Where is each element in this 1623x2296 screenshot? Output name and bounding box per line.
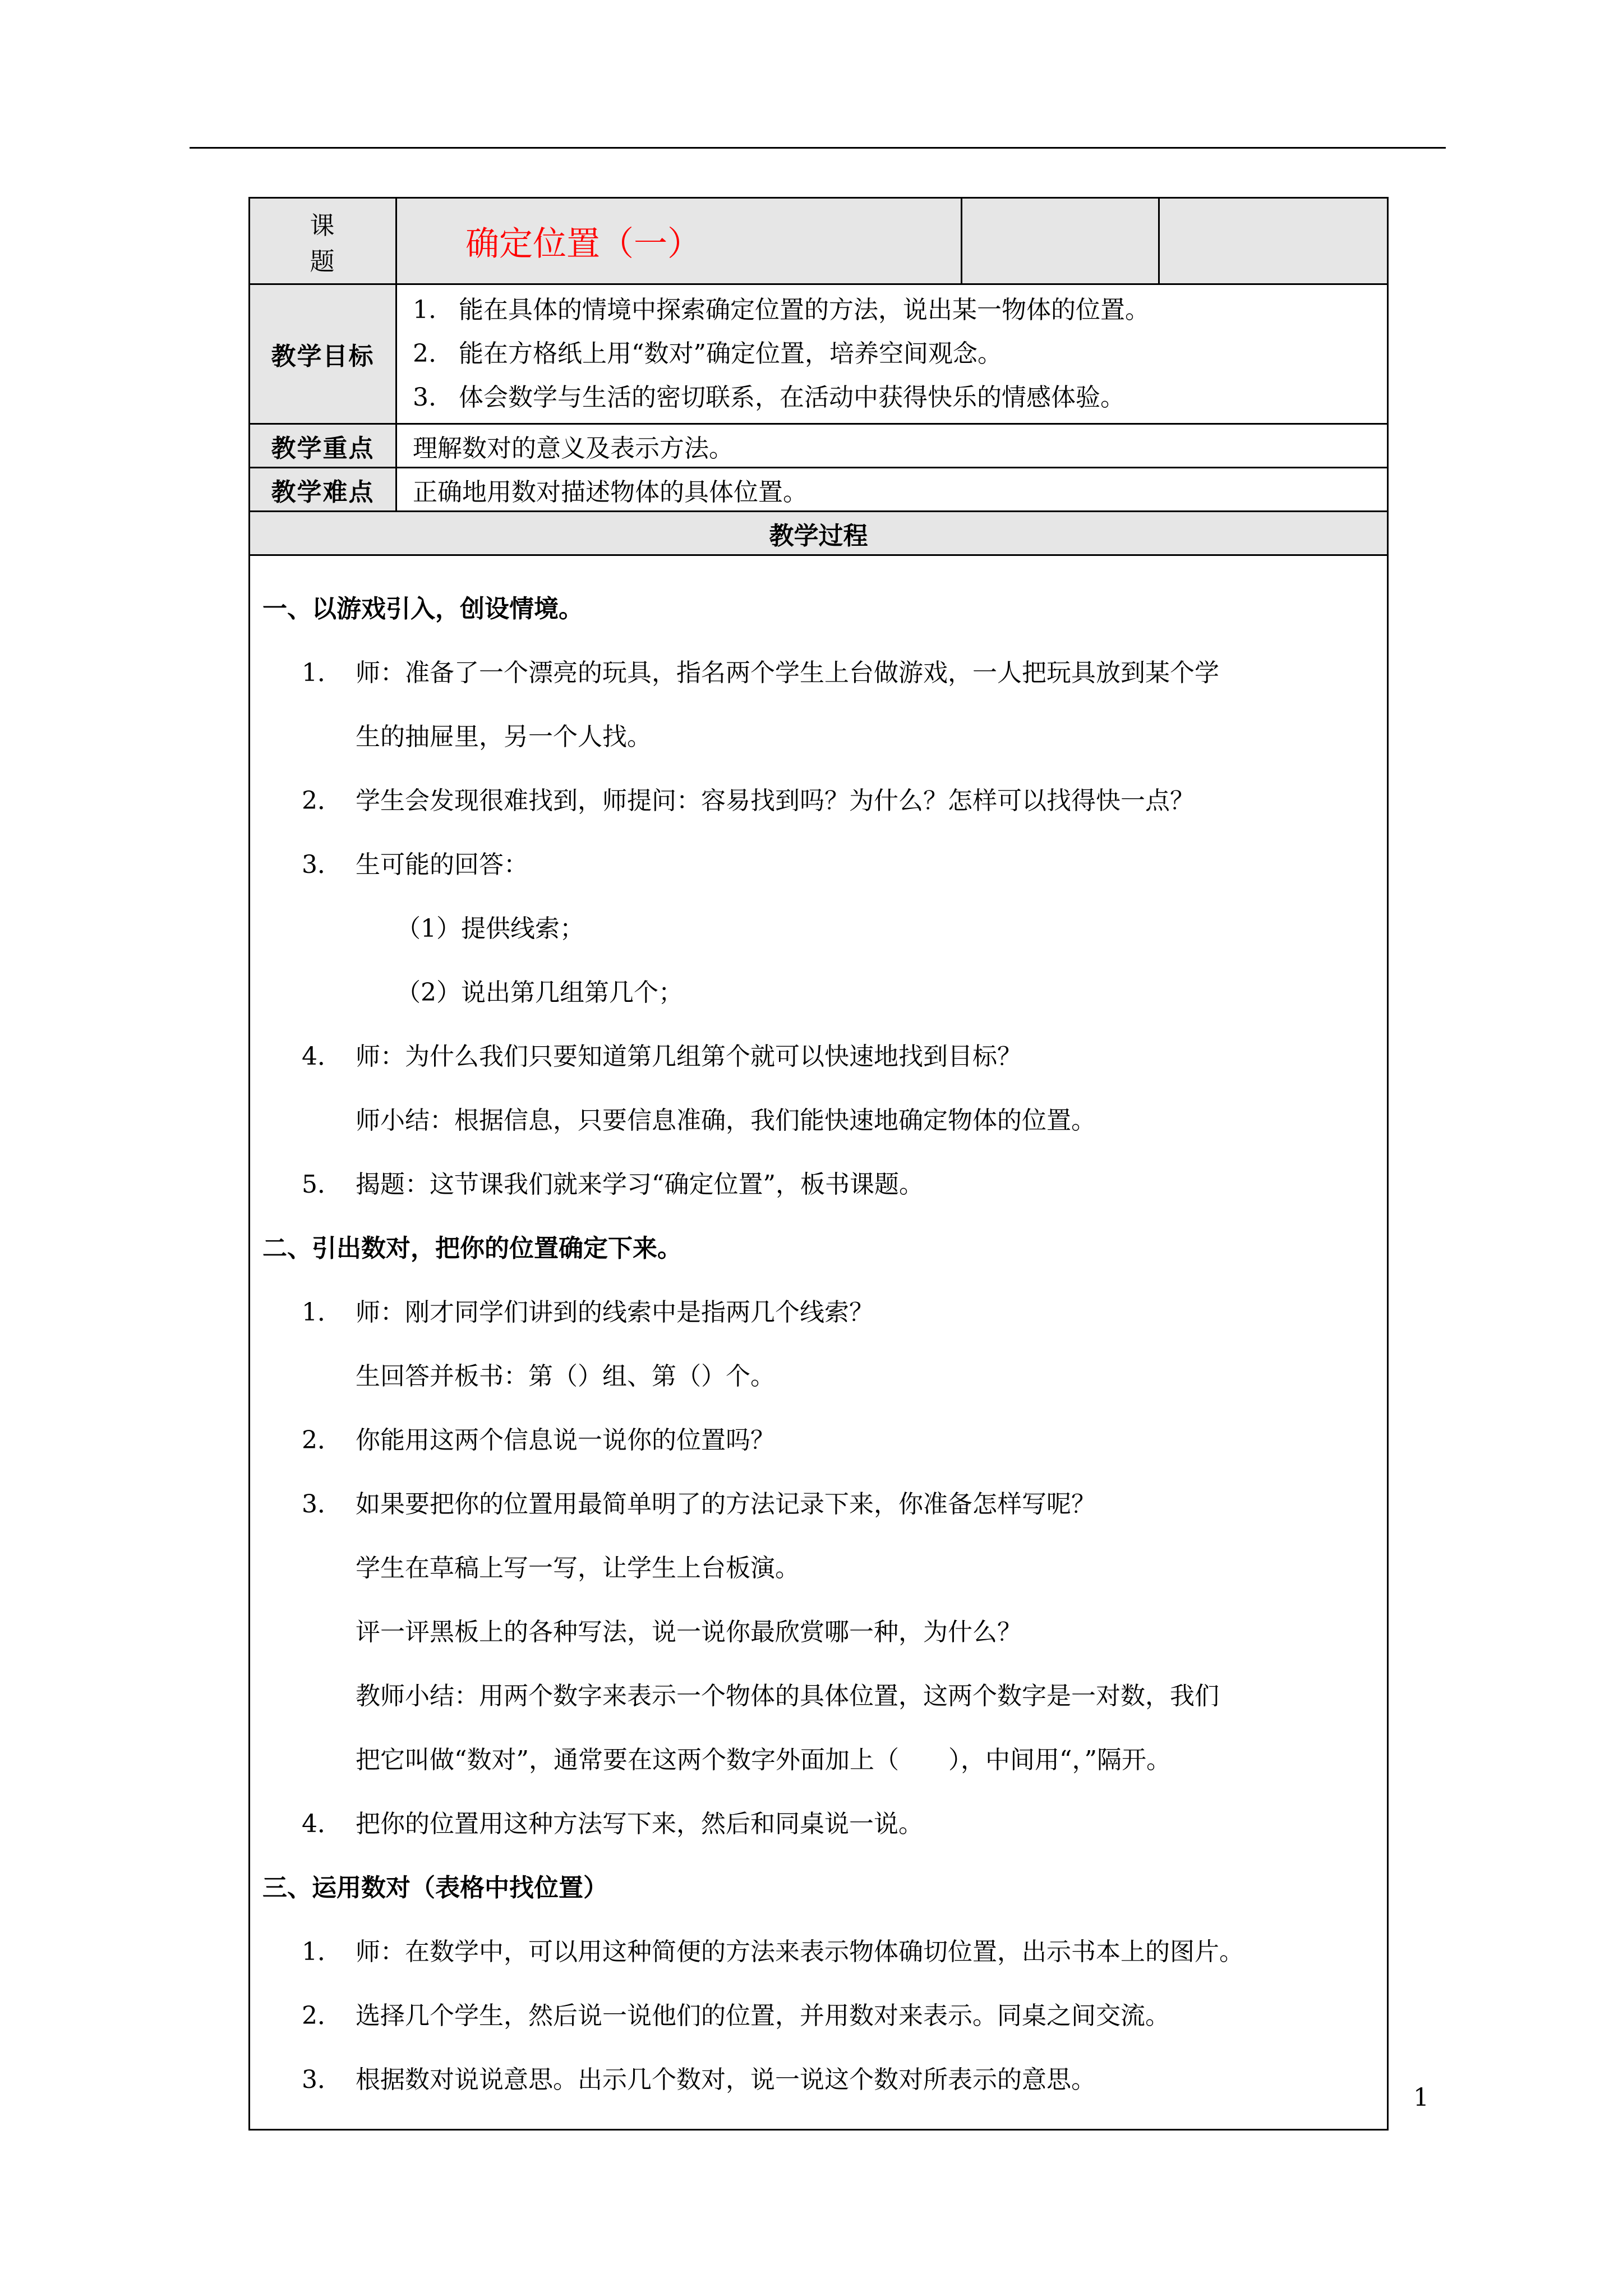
process-line: 生的抽屉里，另一个人找。	[356, 723, 652, 751]
process-subline: （1）提供线索；	[396, 914, 584, 943]
focus-text: 理解数对的意义及表示方法。	[396, 424, 1388, 468]
process-step: 3． 根据数对说说意思。出示几个数对，说一说这个数对所表示的意思。	[302, 2065, 1096, 2094]
process-step: 3． 如果要把你的位置用最简单明了的方法记录下来，你准备怎样写呢？	[302, 1490, 1096, 1519]
goals-cell	[396, 284, 1388, 424]
process-step: 4． 把你的位置用这种方法写下来，然后和同桌说一说。	[302, 1810, 923, 1838]
section-heading: 三、运用数对（表格中找位置）	[262, 1874, 608, 1902]
process-body-row	[250, 555, 1388, 2130]
lesson-title-cell	[396, 198, 962, 284]
page-number: 1	[1413, 2083, 1429, 2112]
focus-label: 教学重点	[250, 424, 396, 468]
goals-row	[250, 284, 1388, 424]
process-step: 4． 师：为什么我们只要知道第几组第个就可以快速地找到目标？	[302, 1042, 1022, 1071]
process-step: 2． 选择几个学生，然后说一说他们的位置，并用数对来表示。同桌之间交流。	[302, 2001, 1170, 2030]
title-label: 课题	[250, 198, 396, 284]
title-row	[250, 198, 1388, 284]
process-subline: （2）说出第几组第几个；	[396, 978, 683, 1007]
process-step: 2． 学生会发现很难找到，师提问：容易找到吗？为什么？怎样可以找得快一点？	[302, 786, 1195, 815]
process-heading: 教学过程	[250, 512, 1388, 555]
process-line: 生回答并板书：第（）组、第（）个。	[356, 1362, 775, 1391]
process-line: 教师小结：用两个数字来表示一个物体的具体位置，这两个数字是一对数，我们	[356, 1682, 1219, 1710]
process-step: 1． 师：刚才同学们讲到的线索中是指两几个线索？	[302, 1298, 874, 1327]
goal-item: 1. 能在具体的情境中探索确定位置的方法，说出某一物体的位置。	[413, 296, 1150, 324]
process-step: 3． 生可能的回答：	[302, 850, 528, 879]
process-step: 1． 师：在数学中，可以用这种简便的方法来表示物体确切位置，出示书本上的图片。	[302, 1938, 1244, 1966]
blank-cell-1	[962, 198, 1159, 284]
difficulty-text: 正确地用数对描述物体的具体位置。	[396, 468, 1388, 512]
difficulty-row	[250, 468, 1388, 512]
lesson-title: 确定位置（一）	[465, 224, 701, 264]
focus-row	[250, 424, 1388, 468]
blank-cell-2	[1159, 198, 1388, 284]
goal-item: 3. 体会数学与生活的密切联系，在活动中获得快乐的情感体验。	[413, 383, 1125, 412]
process-step: 2． 你能用这两个信息说一说你的位置吗？	[302, 1426, 775, 1455]
process-header-row	[250, 512, 1388, 555]
section-heading: 一、以游戏引入，创设情境。	[262, 595, 583, 623]
process-line: 评一评黑板上的各种写法，说一说你最欣赏哪一种，为什么？	[356, 1618, 1022, 1646]
goal-item: 2. 能在方格纸上用“数对”确定位置，培养空间观念。	[413, 339, 1002, 368]
process-line: 把它叫做“数对”，通常要在这两个数字外面加上（ ），中间用“，”隔开。	[356, 1746, 1171, 1774]
difficulty-label: 教学难点	[250, 468, 396, 512]
process-line: 师小结：根据信息，只要信息准确，我们能快速地确定物体的位置。	[356, 1106, 1096, 1135]
lesson-plan-table	[248, 197, 1389, 2131]
section-heading: 二、引出数对，把你的位置确定下来。	[262, 1234, 682, 1263]
process-body	[250, 555, 1388, 2130]
header-rule	[190, 147, 1446, 149]
goals-list	[397, 285, 1387, 423]
process-step: 5． 揭题：这节课我们就来学习“确定位置”，板书课题。	[302, 1170, 924, 1199]
process-line: 学生在草稿上写一写，让学生上台板演。	[356, 1554, 800, 1582]
process-step: 1． 师：准备了一个漂亮的玩具，指名两个学生上台做游戏，一人把玩具放到某个学	[302, 659, 1219, 687]
goals-label: 教学目标	[250, 284, 396, 424]
